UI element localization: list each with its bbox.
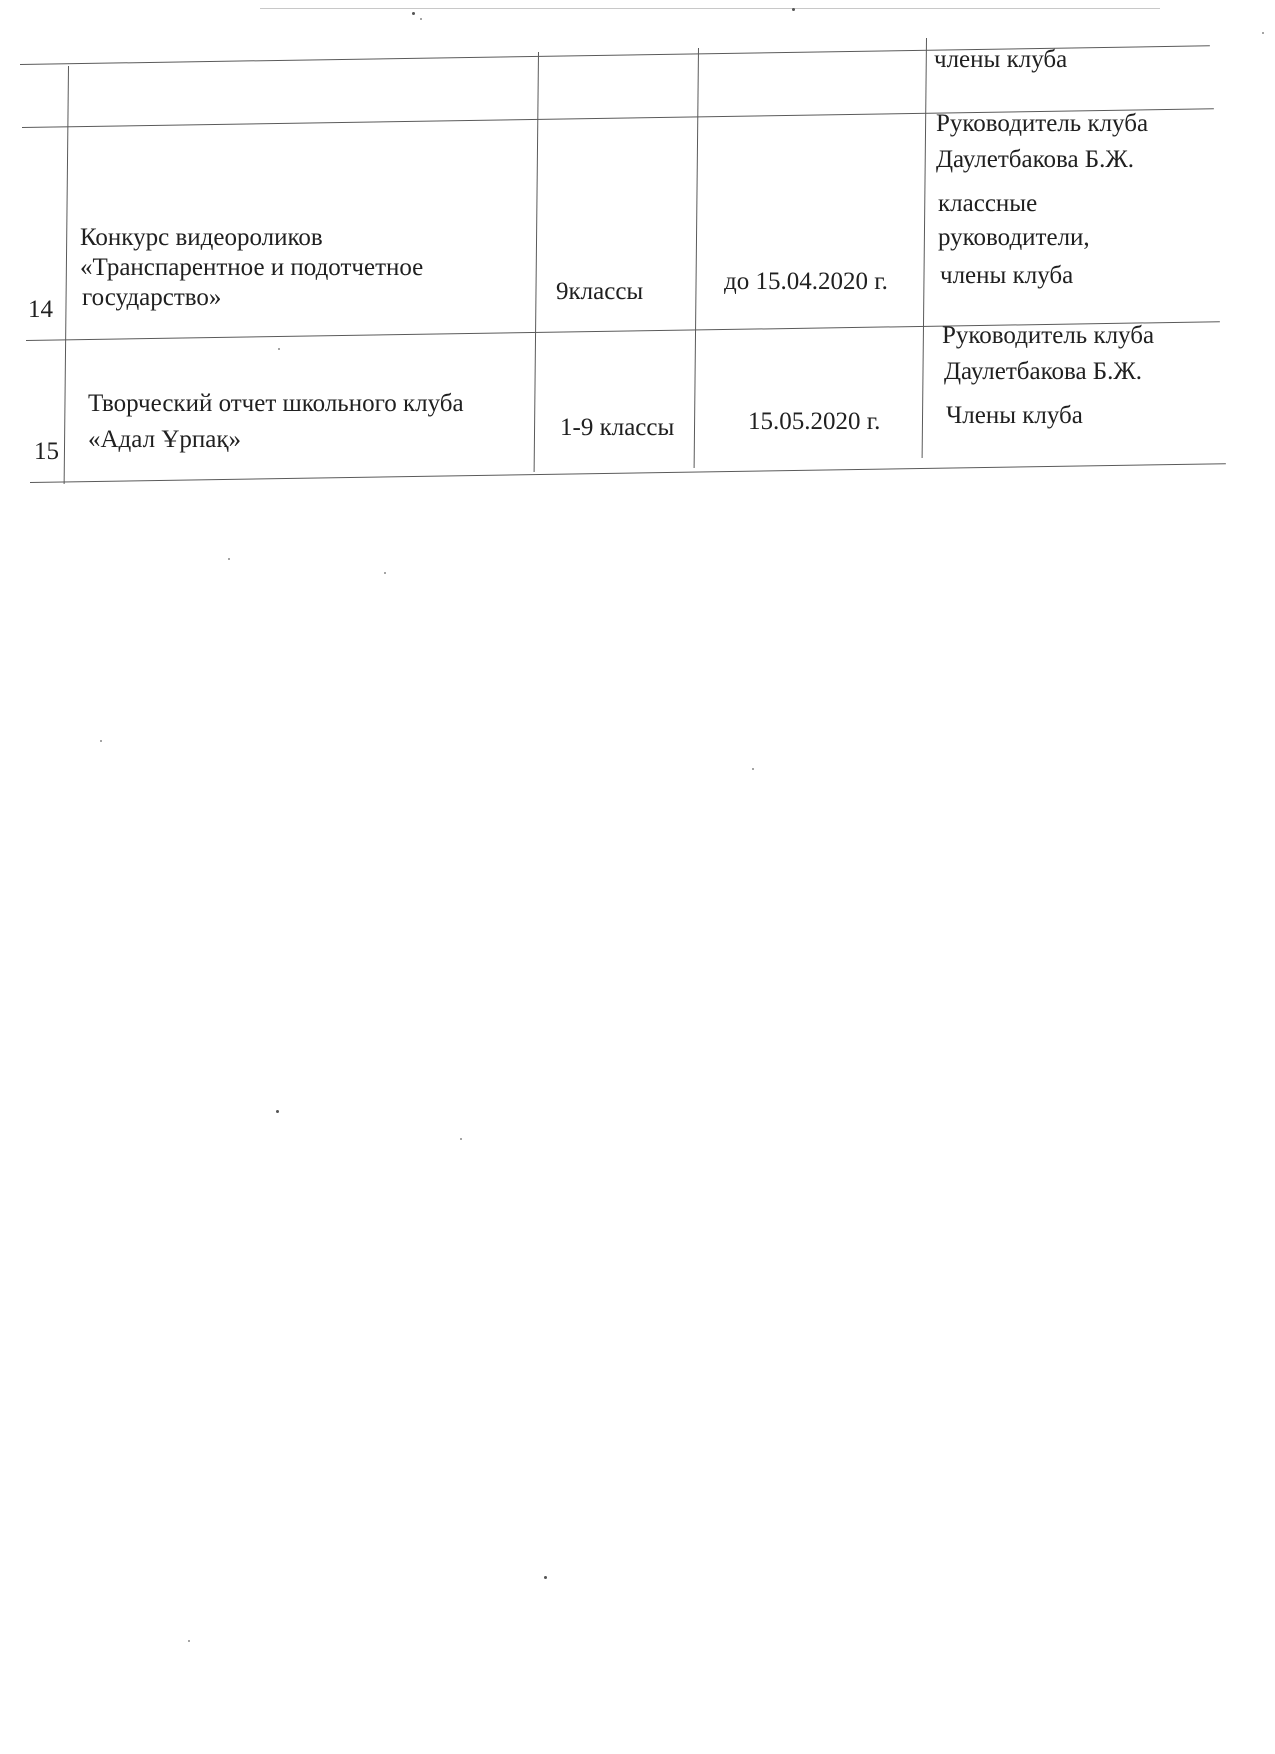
scan-speck	[100, 740, 102, 742]
scan-speck	[792, 8, 795, 11]
scan-speck	[278, 348, 280, 350]
row14-number: 14	[28, 296, 53, 323]
row15-responsible-line-1: Руководитель клуба	[942, 322, 1155, 349]
scan-speck	[460, 1138, 462, 1140]
table-rule-row15-bottom	[30, 463, 1226, 483]
row15-responsible-line-3: Члены клуба	[946, 402, 1083, 429]
scan-speck	[276, 1110, 279, 1113]
row14-participants: 9классы	[556, 278, 644, 305]
col-rule-2	[534, 52, 539, 472]
row14-date: до 15.04.2020 г.	[724, 268, 888, 295]
scan-speck	[420, 18, 422, 20]
scan-speck	[228, 558, 230, 560]
row14-event-line-1: Конкурс видеороликов	[80, 224, 323, 251]
scan-speck	[1262, 32, 1264, 34]
row15-participants: 1-9 классы	[560, 414, 675, 441]
row15-number: 15	[34, 438, 59, 465]
scan-speck	[544, 1576, 547, 1579]
scan-speck	[188, 1640, 190, 1642]
row14-event-line-3: государство»	[82, 284, 222, 311]
col-rule-1	[64, 66, 69, 484]
row14-responsible-line-2: Даулетбакова Б.Ж.	[936, 146, 1135, 173]
scan-speck	[412, 12, 415, 15]
row14-responsible-line-3: классные	[938, 190, 1038, 217]
row14-event-line-2: «Транспарентное и подотчетное	[80, 254, 424, 281]
top-scan-edge	[260, 8, 1160, 9]
row15-date: 15.05.2020 г.	[748, 408, 881, 435]
row1-responsible-line-1: члены клуба	[934, 46, 1068, 73]
row15-event-line-1: Творческий отчет школьного клуба	[88, 390, 464, 417]
row14-responsible-line-4: руководители,	[938, 224, 1090, 251]
row14-responsible-line-5: члены клуба	[940, 262, 1074, 289]
scan-speck	[384, 572, 386, 574]
col-rule-3	[694, 48, 699, 468]
row15-event-line-2: «Адал Ұрпақ»	[88, 426, 241, 453]
row15-responsible-line-2: Даулетбакова Б.Ж.	[944, 358, 1143, 385]
row14-responsible-line-1: Руководитель клуба	[936, 110, 1149, 137]
col-rule-4	[922, 38, 927, 458]
scan-speck	[752, 768, 754, 770]
